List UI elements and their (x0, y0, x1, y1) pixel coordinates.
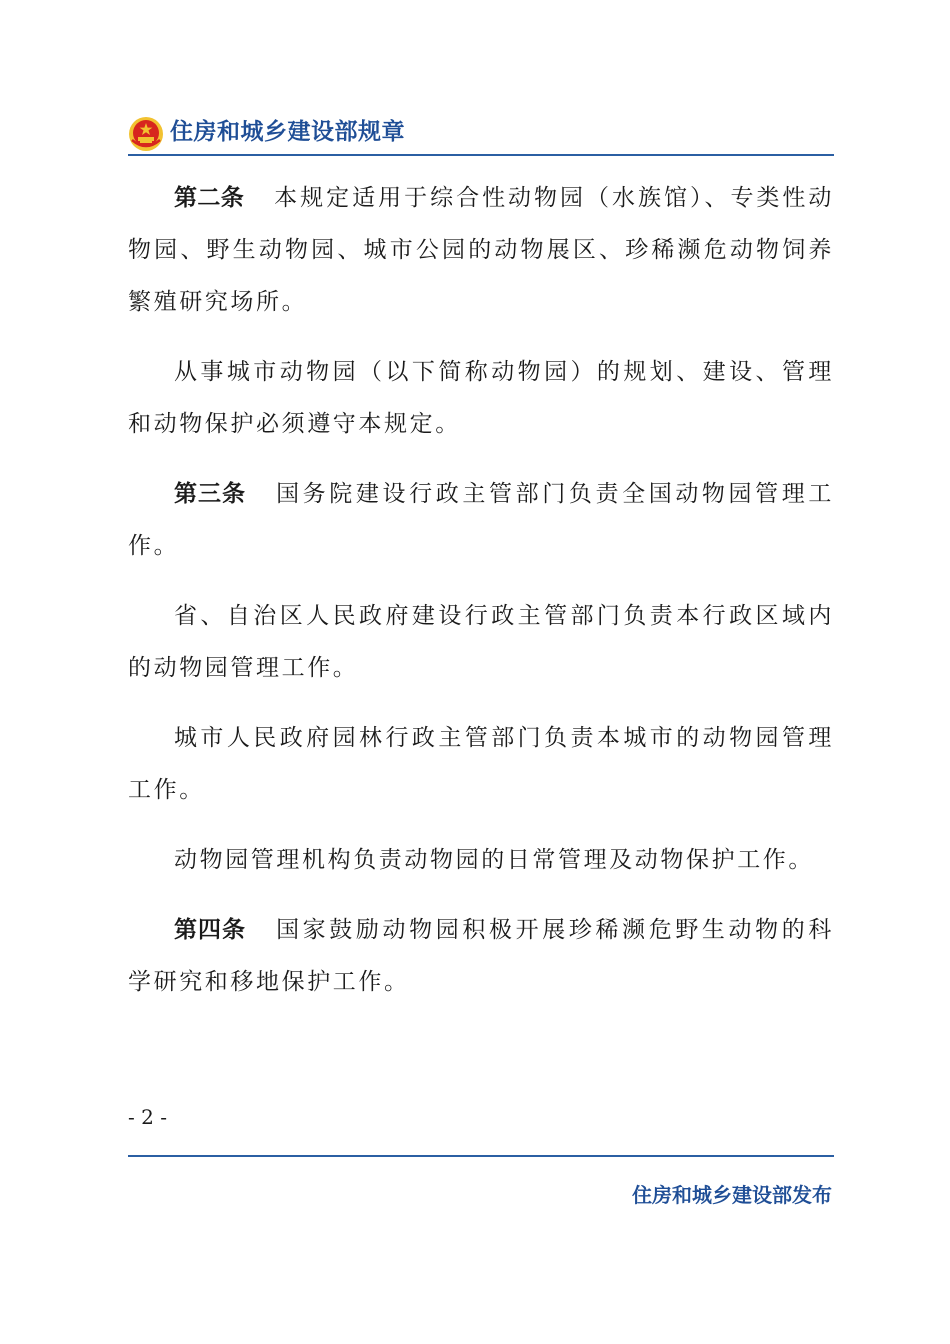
paragraph-text: 省、自治区人民政府建设行政主管部门负责本行政区域内的动物园管理工作。 (128, 603, 834, 681)
article-label: 第二条 (174, 185, 245, 211)
page-number: - 2 - (128, 1105, 167, 1129)
paragraph-city (128, 712, 834, 816)
document-body (128, 172, 834, 1008)
header-title: 住房和城乡建设部规章 (170, 119, 405, 145)
paragraph-article-3 (128, 468, 834, 572)
article-label: 第四条 (174, 917, 247, 943)
paragraph-zoo-admin (128, 834, 834, 886)
paragraph-text: 城市人民政府园林行政主管部门负责本城市的动物园管理工作。 (128, 725, 834, 803)
paragraph-article-2 (128, 172, 834, 328)
paragraph-text: 国家鼓励动物园积极开展珍稀濒危野生动物的科学研究和移地保护工作。 (128, 917, 835, 995)
national-emblem-icon (128, 116, 164, 152)
paragraph-text: 国务院建设行政主管部门负责全国动物园管理工作。 (128, 481, 835, 559)
paragraph-text: 从事城市动物园（以下简称动物园）的规划、建设、管理和动物保护必须遵守本规定。 (128, 359, 834, 437)
footer-publisher: 住房和城乡建设部发布 (632, 1183, 832, 1207)
paragraph-provincial (128, 590, 834, 694)
footer-divider (128, 1155, 834, 1157)
paragraph-scope (128, 346, 834, 450)
paragraph-article-4 (128, 904, 834, 1008)
page-header (128, 114, 834, 156)
paragraph-text: 本规定适用于综合性动物园（水族馆）、专类性动物园、野生动物园、城市公园的动物展区、珍稀濒危动物饲养繁殖研究场所。 (128, 185, 835, 315)
paragraph-text: 动物园管理机构负责动物园的日常管理及动物保护工作。 (174, 847, 814, 873)
article-label: 第三条 (174, 481, 247, 507)
